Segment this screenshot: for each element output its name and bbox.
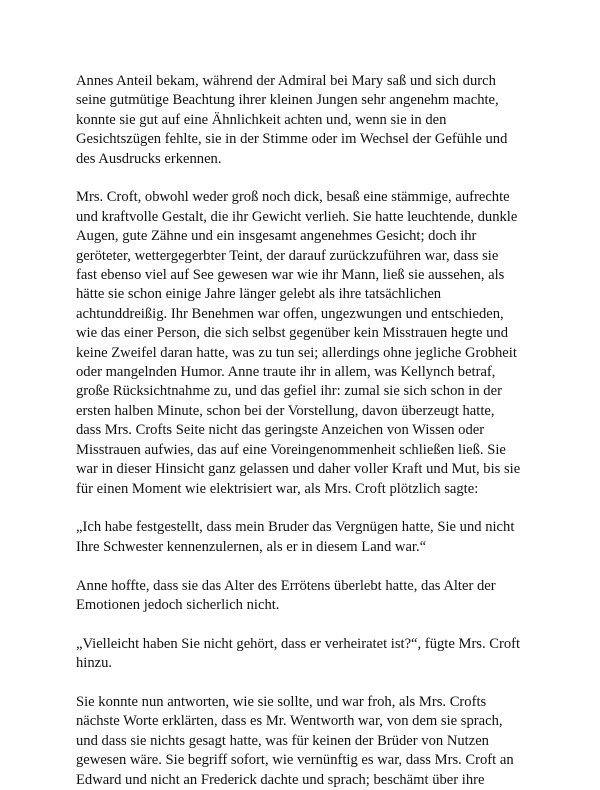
paragraph xyxy=(76,577,534,616)
text-line: Annes Anteil bekam, während der Admiral bei Mary saß und sich durch xyxy=(76,73,496,89)
text-line: „Vielleicht haben Sie nicht gehört, dass er verheiratet ist?“, fügte Mrs. Croft xyxy=(76,635,521,652)
paragraph xyxy=(76,518,534,557)
text-line: wie das einer Person, die sich selbst gegenüber kein Misstrauen hegte und xyxy=(76,325,509,342)
text-line: hätte sie schon einige Jahre länger gelebt als ihre tatsächlichen xyxy=(76,286,442,303)
body-text xyxy=(76,72,534,790)
text-line: Sie konnte nun antworten, wie sie sollte, und war froh, als Mrs. Crofts xyxy=(76,693,487,710)
text-line: ersten halben Minute, schon bei der Vorstellung, davon überzeugt hatte, xyxy=(76,402,495,419)
text-line: für einen Moment wie elektrisiert war, als Mrs. Croft plötzlich sagte: xyxy=(76,480,479,497)
text-line: hinzu. xyxy=(76,655,113,672)
text-line: des Ausdrucks erkennen. xyxy=(76,150,222,167)
text-line: „Ich habe festgestellt, dass mein Bruder das Vergnügen hatte, Sie und nicht xyxy=(76,519,515,536)
paragraph xyxy=(76,635,534,674)
text-line: keine Zweifel daran hatte, was zu tun sei; allerdings ohne jegliche Grobheit xyxy=(76,344,517,361)
text-line: gewesen wäre. Sie begriff sofort, wie vernünftig es war, dass Mrs. Croft an xyxy=(76,752,514,769)
text-line: Mrs. Croft, obwohl weder groß noch dick, besaß eine stämmige, aufrechte xyxy=(76,189,510,206)
text-line: und kraftvolle Gestalt, die ihr Gewicht verlieh. Sie hatte leuchtende, dunkle xyxy=(76,208,518,225)
text-line: Edward und nicht an Frederick dachte und sprach; beschämt über ihre xyxy=(76,771,485,788)
paragraph xyxy=(76,693,534,790)
text-line: Misstrauen aufwies, das auf eine Voreingenommenheit schließen ließ. Sie xyxy=(76,441,506,458)
text-line: Emotionen jedoch sicherlich nicht. xyxy=(76,596,280,613)
paragraph xyxy=(76,72,534,169)
text-line: fast ebenso viel auf See gewesen war wie ihr Mann, ließ sie aussehen, als xyxy=(76,267,505,284)
text-line: Augen, gute Zähne und ein insgesamt angenehmes Gesicht; doch ihr xyxy=(76,228,477,245)
text-line: Ihre Schwester kennenzulernen, als er in diesem Land war.“ xyxy=(76,538,427,555)
text-line: und dass sie nichts gesagt hatte, was für keinen der Brüder von Nutzen xyxy=(76,732,489,749)
text-line: konnte sie gut auf eine Ähnlichkeit achten und, wenn sie in den xyxy=(76,111,447,128)
paragraph xyxy=(76,188,534,499)
text-line: seine gutmütige Beachtung ihrer kleinen Jungen sehr angenehm machte, xyxy=(76,92,499,109)
text-line: geröteter, wettergegerbter Teint, der darauf zurückzuführen war, dass sie xyxy=(76,247,499,264)
text-line: nächste Worte erklärten, dass es Mr. Wentworth war, von dem sie sprach, xyxy=(76,713,503,730)
text-line: war in dieser Hinsicht ganz gelassen und daher voller Kraft und Mut, bis sie xyxy=(76,461,521,478)
text-line: oder mangelnden Humor. Anne traute ihr in allem, was Kellynch betraf, xyxy=(76,364,496,381)
text-line: Gesichtszügen fehlte, sie in der Stimme oder im Wechsel der Gefühle und xyxy=(76,131,508,148)
text-line: Anne hoffte, dass sie das Alter des Errötens überlebt hatte, das Alter der xyxy=(76,577,496,594)
text-line: dass Mrs. Crofts Seite nicht das geringste Anzeichen von Wissen oder xyxy=(76,422,485,439)
text-line: achtunddreißig. Ihr Benehmen war offen, ungezwungen und entschieden, xyxy=(76,305,504,322)
text-line: große Rücksichtnahme zu, und das gefiel ihr: zumal sie sich schon in der xyxy=(76,383,502,400)
